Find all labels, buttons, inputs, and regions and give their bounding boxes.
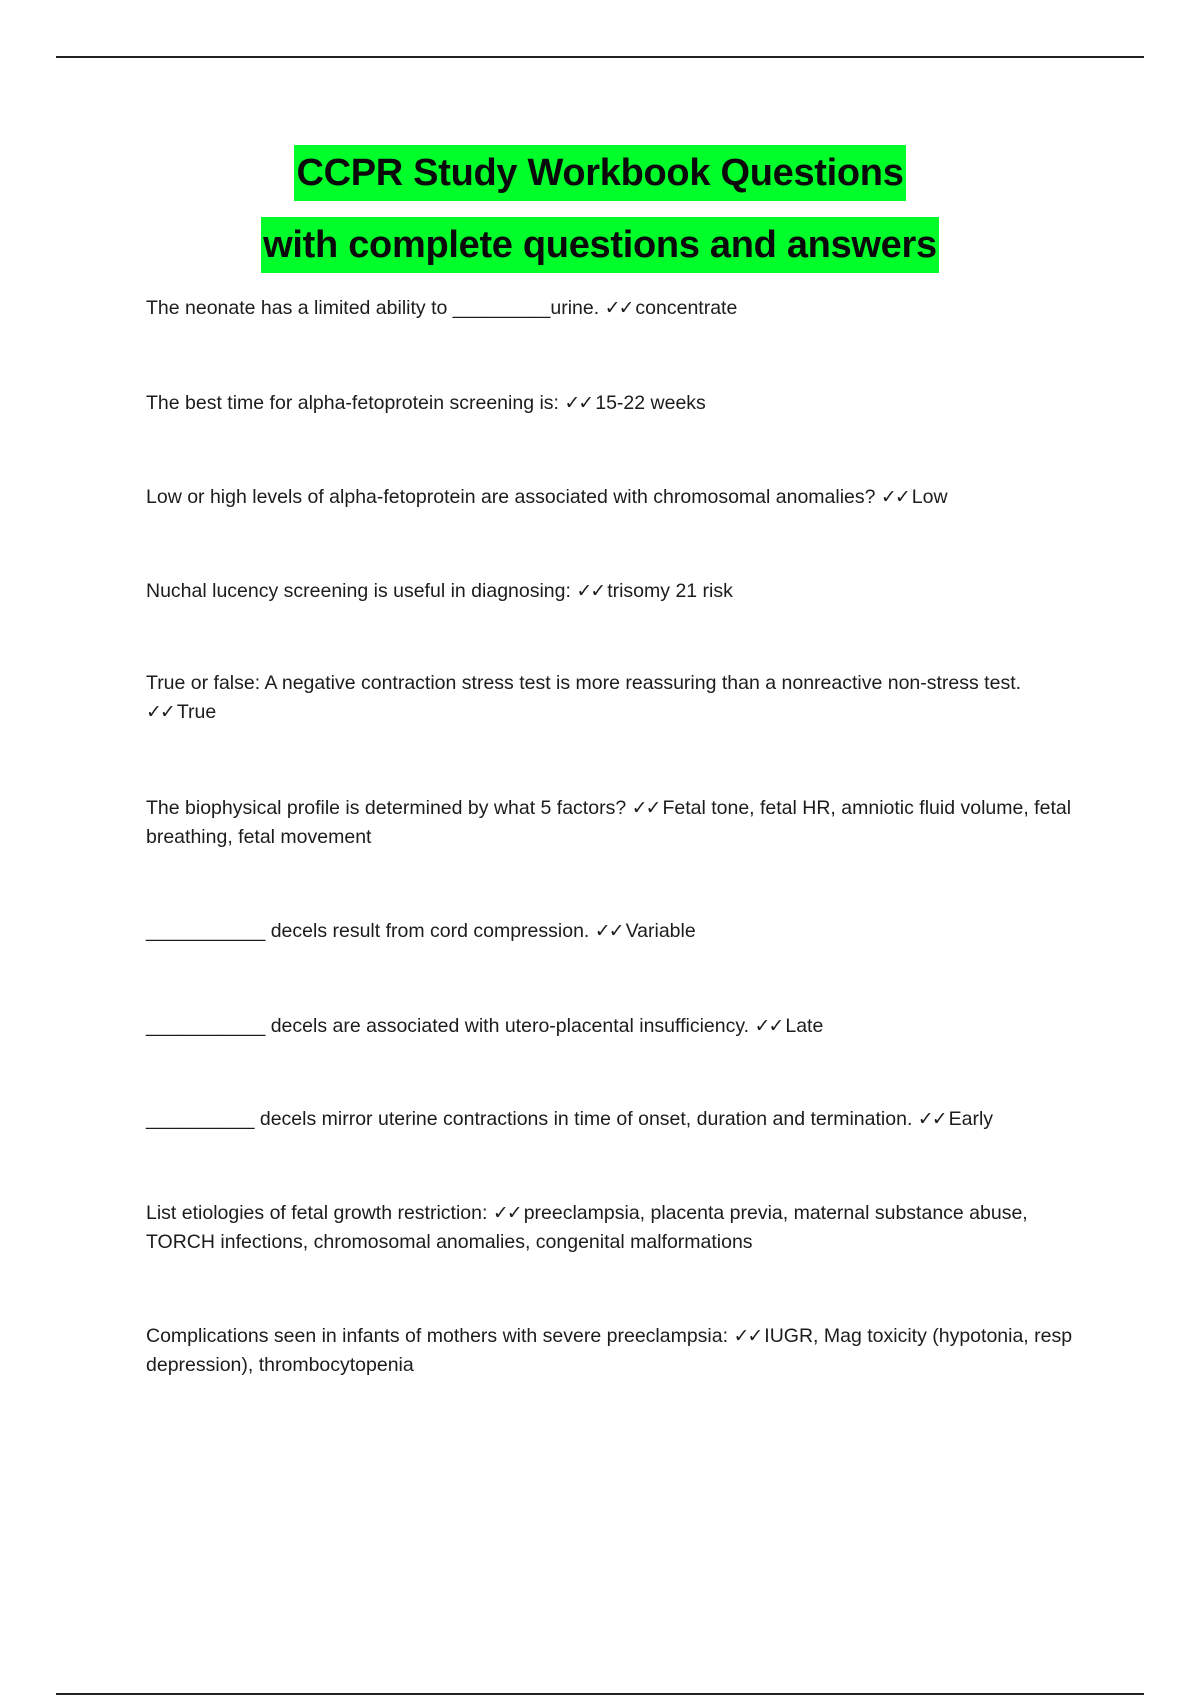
check-check-icon: ✓✓ (631, 797, 660, 819)
question-text: The best time for alpha-fetoprotein screening is: (146, 392, 559, 414)
question-text: Complications seen in infants of mothers with severe preeclampsia: (146, 1325, 729, 1347)
qa-item (146, 1012, 1086, 1041)
answer-text: Low (911, 486, 948, 508)
qa-item (146, 1199, 1086, 1257)
answer-text: Variable (625, 920, 696, 942)
answer-text: Early (948, 1108, 994, 1130)
question-text: Low or high levels of alpha-fetoprotein are associated with chromosomal anomalies? (146, 486, 876, 508)
answer-text: Late (785, 1015, 824, 1037)
check-check-icon: ✓✓ (917, 1108, 946, 1130)
title-block (0, 145, 1200, 273)
answer-text: Fetal tone, fetal HR, amniotic fluid volume, fetal breathing, fetal movement (146, 797, 1072, 848)
qa-item (146, 917, 1086, 946)
qa-item (146, 1105, 1086, 1134)
header-rule (56, 56, 1144, 58)
qa-item (146, 669, 1086, 727)
check-check-icon: ✓✓ (754, 1015, 783, 1037)
question-text: List etiologies of fetal growth restriction: (146, 1202, 488, 1224)
check-check-icon: ✓✓ (564, 392, 593, 414)
check-check-icon: ✓✓ (594, 920, 623, 942)
check-check-icon: ✓✓ (492, 1202, 521, 1224)
check-check-icon: ✓✓ (733, 1325, 762, 1347)
page-title-line-1: CCPR Study Workbook Questions (294, 145, 905, 201)
question-text: The neonate has a limited ability to _________urine. (146, 297, 600, 319)
footer-rule (56, 1693, 1144, 1695)
answer-text: IUGR, Mag toxicity (hypotonia, resp depression), thrombocytopenia (146, 1325, 1073, 1376)
qa-item (146, 389, 1086, 418)
answer-text: trisomy 21 risk (607, 580, 733, 602)
check-check-icon: ✓✓ (880, 486, 909, 508)
question-text: ___________ decels are associated with utero-placental insufficiency. (146, 1015, 750, 1037)
question-text: ___________ decels result from cord compression. (146, 920, 590, 942)
answer-text: True (176, 701, 217, 723)
question-text: The biophysical profile is determined by what 5 factors? (146, 797, 627, 819)
qa-item (146, 294, 1086, 323)
question-text: Nuchal lucency screening is useful in diagnosing: (146, 580, 571, 602)
page-title-line-2: with complete questions and answers (261, 217, 939, 273)
answer-text: concentrate (635, 297, 738, 319)
answer-text: preeclampsia, placenta previa, maternal substance abuse, TORCH infections, chromosomal anomalies, congenital malformations (146, 1202, 1028, 1253)
check-check-icon: ✓✓ (146, 701, 174, 723)
check-check-icon: ✓✓ (604, 297, 633, 319)
qa-item (146, 483, 1086, 512)
qa-item (146, 1322, 1086, 1380)
qa-item (146, 577, 1086, 606)
question-text: __________ decels mirror uterine contractions in time of onset, duration and termination. (146, 1108, 913, 1130)
answer-text: 15-22 weeks (595, 392, 706, 414)
check-check-icon: ✓✓ (576, 580, 605, 602)
question-text: True or false: A negative contraction stress test is more reassuring than a nonreactive non-stress test. (146, 672, 1022, 694)
qa-item (146, 794, 1086, 852)
